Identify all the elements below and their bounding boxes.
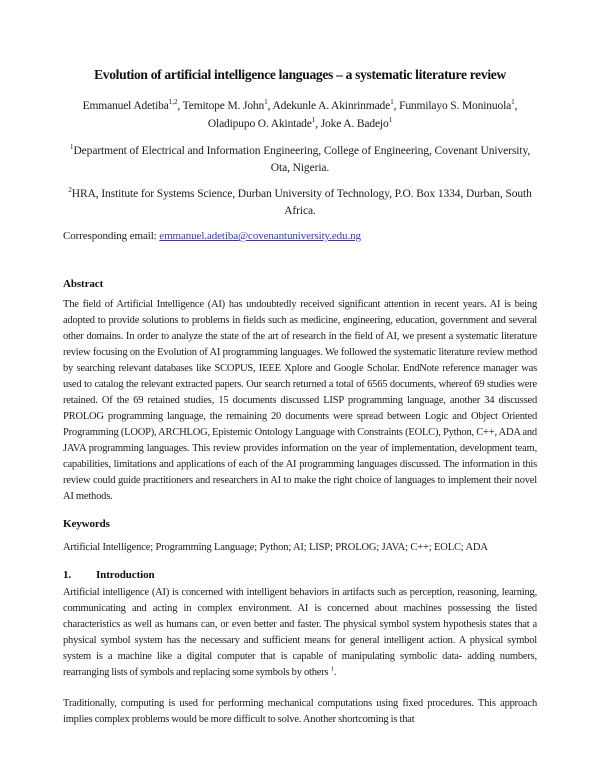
author-name: Funmilayo S. Moninuola: [399, 100, 512, 112]
introduction-paragraph-1: [63, 585, 537, 681]
author-separator: ,: [267, 100, 273, 112]
author-separator: ,: [514, 100, 518, 112]
affiliation-2: [63, 186, 537, 219]
author-separator: ,: [177, 100, 183, 112]
author-affiliation-marker: 1: [264, 97, 268, 107]
author-affiliation-marker: 1,2: [168, 97, 178, 107]
author-name: Oladipupo O. Akintade: [207, 117, 312, 130]
affiliation-1: [63, 143, 537, 176]
abstract-paragraph: The field of Artificial Intelligence (AI) has undoubtedly received significant attention in recent years. AI is being adopted to provide solutions to problems in fields such as medicine, engineering, education, government and several other domains. In order to analyze the state of the art of research in the field of AI, we present a systematic literature review focusing on the Evolution of AI programming languages. We followed the systematic literature review method by searching relevant databases like SCOPUS, IEEE Xplore and Google Scholar. EndNote reference manager was used to catalog the relevant extracted papers. Our search returned a total of 6565 documents, whereof 69 studies were retained. Of the 69 retained studies, 15 documents discussed LISP programming language, another 34 discussed PROLOG programming language, the remaining 20 documents were spread between Logic and Object Oriented Programming (LOOP), ARCHLOG, Epistemic Ontology Language with Constraints (EOLC), Python, C++, ADA and JAVA programming languages. This review provides information on the year of implementation, development team, capabilities, limitations and applications of each of the AI programming languages discussed. The information in this review could guide practitioners and researchers in AI to make the right choice of languages to implement their novel AI methods.: [63, 299, 537, 502]
author-name: Temitope M. John: [182, 100, 265, 112]
affiliation-text: Department of Electrical and Information Engineering, College of Engineering, Covenant University, Ota, Nigeria.: [73, 145, 531, 174]
author-name: Adekunle A. Akinrinmade: [272, 100, 391, 112]
paper-title: Evolution of artificial intelligence languages – a systematic literature review: [94, 67, 506, 82]
author-affiliation-marker: 1: [311, 114, 316, 124]
abstract-heading: Abstract: [63, 278, 104, 290]
affiliation-text: HRA, Institute for Systems Science, Durban University of Technology, P.O. Box 1334, Durban, South Africa.: [71, 188, 532, 217]
correspondence-label: Corresponding email:: [63, 230, 160, 242]
keywords-list: Artificial Intelligence; Programming Language; Python; AI; LISP; PROLOG; JAVA; C++; EOLC; ADA: [63, 542, 488, 553]
author-separator: ,: [393, 100, 400, 112]
keywords-heading: Keywords: [63, 518, 110, 530]
author-affiliation-marker: 1: [511, 97, 515, 107]
citation-marker: 1: [330, 665, 334, 673]
section-number: 1.: [63, 569, 72, 581]
paragraph-text: Artificial intelligence (AI) is concerned with intelligent behaviors in artifacts such as perception, reasoning, learning, communicating and acting in complex environment. AI is concerned about machines possessing the listed characteristics as well as humans can, or even better and faster. The physical symbol system hypothesis states that a physical symbol system has the necessary and sufficient means for general intelligent action. A physical symbol system is a machine like a digital computer that is capable of manipulating symbolic data- adding numbers, rearranging lists of symbols and replacing some symbols by others: [63, 587, 537, 678]
corresponding-email-link[interactable]: emmanuel.adetiba@covenantuniversity.edu.ng: [159, 230, 361, 242]
affiliation-marker: 2: [68, 185, 72, 195]
section-title: Introduction: [96, 569, 155, 581]
introduction-paragraph-2: Traditionally, computing is used for performing mechanical computations using fixed procedures. This approach implies complex problems would be more difficult to solve. Another shortcoming is that: [63, 698, 537, 725]
affiliation-marker: 1: [69, 142, 74, 152]
author-list: [63, 98, 537, 133]
author-affiliation-marker: 1: [390, 97, 394, 107]
author-name: Joke A. Badejo: [320, 117, 389, 130]
correspondence-line: [63, 228, 537, 244]
introduction-heading: [63, 568, 537, 583]
author-name: Emmanuel Adetiba: [82, 100, 169, 112]
author-separator: ,: [315, 117, 321, 130]
author-affiliation-marker: 1: [388, 114, 393, 124]
paragraph-text-end: .: [333, 667, 337, 678]
